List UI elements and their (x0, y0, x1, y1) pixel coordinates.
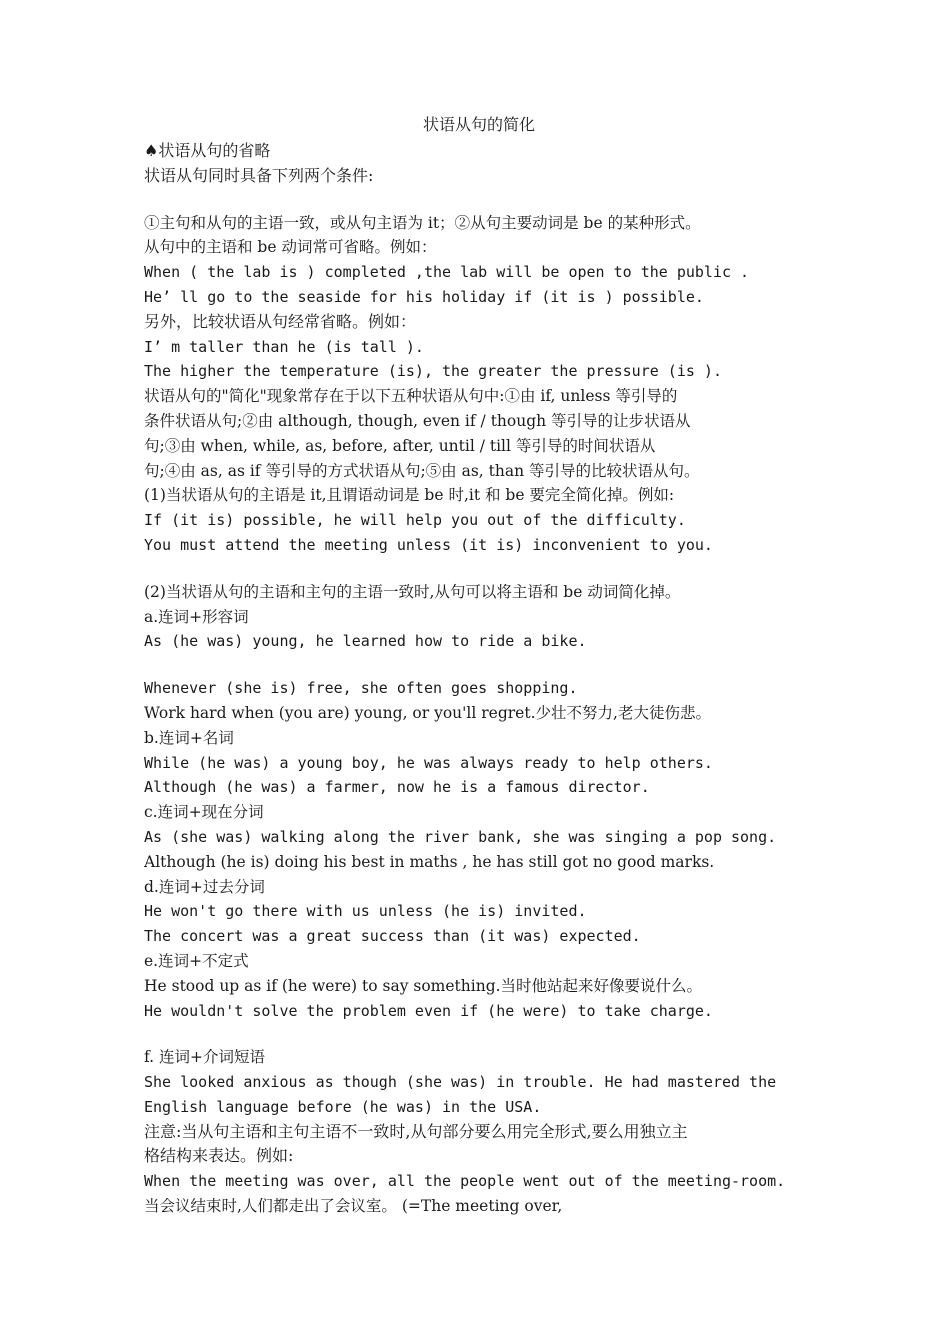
text-line: Although (he was) a farmer, now he is a famous director. (144, 778, 650, 797)
text-line: 状语从句的"简化"现象常存在于以下五种状语从句中:①由 if, unless 等引导的 (144, 387, 678, 406)
blank-line (144, 189, 814, 211)
text-line: ♠状语从句的省略 (144, 141, 271, 160)
blank-line (144, 1023, 814, 1045)
blank-line (144, 558, 814, 580)
text-line: Work hard when (you are) young, or you'll regret.少壮不努力,老大徒伤悲。 (144, 703, 711, 722)
text-line: You must attend the meeting unless (it is) inconvenient to you. (144, 535, 713, 554)
text-line: c.连词+现在分词 (144, 803, 264, 822)
text-line: The concert was a great success than (it was) expected. (144, 927, 641, 946)
document-title: 状语从句的简化 (422, 115, 535, 134)
text-line: The higher the temperature (is), the greater the pressure (is ). (144, 362, 722, 381)
text-line: When ( the lab is ) completed ,the lab will be open to the public . (144, 263, 750, 282)
text-line: (1)当状语从句的主语是 it,且谓语动词是 be 时,it 和 be 要完全简化掉。例如: (144, 486, 675, 505)
text-line: She looked anxious as though (she was) in trouble. He had mastered the (144, 1073, 777, 1092)
text-line: He’ ll go to the seaside for his holiday if (it is ) possible. (144, 287, 704, 306)
text-line: As (he was) young, he learned how to ride a bike. (144, 632, 587, 651)
document-body (144, 139, 814, 1219)
text-line: b.连词+名词 (144, 728, 234, 747)
text-line: 条件状语从句;②由 although, though, even if / though 等引导的让步状语从 (144, 411, 691, 430)
text-line: 当会议结束时,人们都走出了会议室。 (=The meeting over, (144, 1197, 563, 1216)
text-line: While (he was) a young boy, he was always ready to help others. (144, 753, 713, 772)
text-line: 格结构来表达。例如: (144, 1146, 294, 1166)
text-line: ①主句和从句的主语一致，或从句主语为 it；②从句主要动词是 be 的某种形式。 (144, 213, 701, 232)
text-line: (2)当状语从句的主语和主句的主语一致时,从句可以将主语和 be 动词简化掉。 (144, 582, 681, 601)
text-line: f. 连词+介词短语 (144, 1048, 266, 1067)
text-line: Although (he is) doing his best in maths , he has still got no good marks. (144, 852, 715, 871)
text-line: If (it is) possible, he will help you out of the difficulty. (144, 511, 686, 530)
text-line: He stood up as if (he were) to say something.当时他站起来好像要说什么。 (144, 976, 703, 995)
text-line: 状语从句同时具备下列两个条件: (144, 165, 374, 185)
text-line: He won't go there with us unless (he is) invited. (144, 902, 587, 921)
text-line: e.连词+不定式 (144, 951, 249, 970)
text-line: Whenever (she is) free, she often goes shopping. (144, 679, 578, 698)
text-line: 注意:当从句主语和主句主语不一致时,从句部分要么用完全形式,要么用独立主 (144, 1121, 688, 1141)
text-line: 句;④由 as, as if 等引导的方式状语从句;⑤由 as, than 等引导的比较状语从句。 (144, 461, 700, 480)
document-page (144, 113, 814, 1219)
text-line: a.连词+形容词 (144, 607, 249, 626)
text-line: As (she was) walking along the river bank, she was singing a pop song. (144, 827, 777, 846)
blank-line (144, 654, 814, 676)
text-line: 句;③由 when, while, as, before, after, until / till 等引导的时间状语从 (144, 436, 656, 455)
text-line: d.连词+过去分词 (144, 877, 265, 896)
text-line: He wouldn't solve the problem even if (he were) to take charge. (144, 1001, 713, 1020)
text-line: 从句中的主语和 be 动词常可省略。例如： (144, 238, 437, 257)
text-line: I’ m taller than he (is tall ). (144, 337, 424, 356)
text-line: English language before (he was) in the USA. (144, 1097, 542, 1116)
text-line: 另外，比较状语从句经常省略。例如： (144, 311, 417, 331)
text-line: When the meeting was over, all the people went out of the meeting-room. (144, 1172, 786, 1191)
